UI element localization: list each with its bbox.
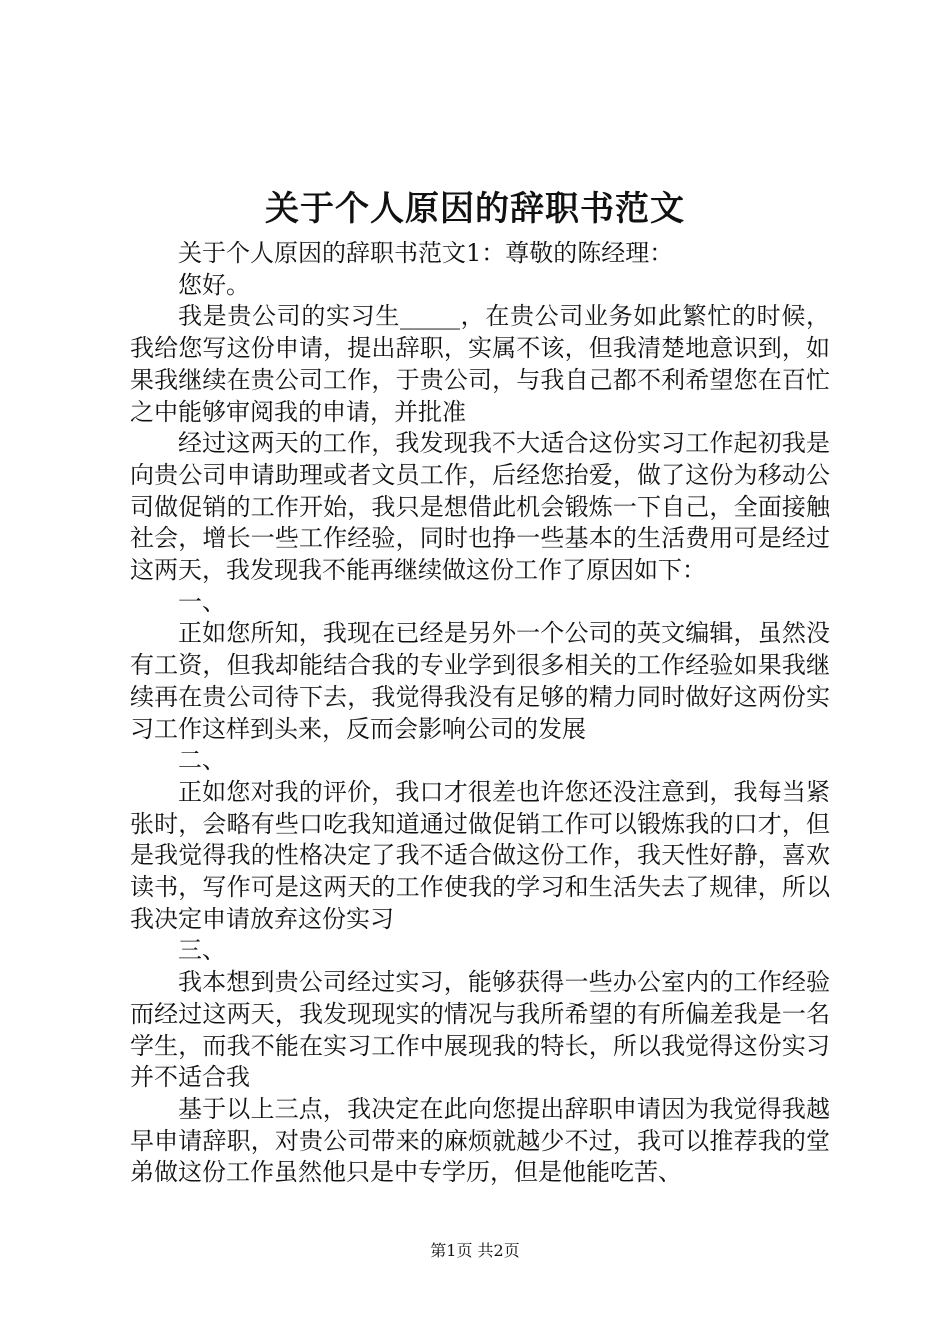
paragraph-reason-2: 正如您对我的评价，我口才很差也许您还没注意到，我每当紧张时，会略有些口吃我知道通过做促销工作可以锻炼我的口才，但是我觉得我的性格决定了我不适合做这份工作，我天性好静，喜欢读书，写作可是这两天的工作使我的学习和生活失去了规律，所以我决定申请放弃这份实习 — [130, 777, 830, 933]
section-heading-3: 三、 — [178, 936, 226, 965]
section-heading-1: 一、 — [178, 587, 226, 616]
document-title: 关于个人原因的辞职书范文 — [265, 189, 685, 229]
paragraph-conclusion: 基于以上三点，我决定在此向您提出辞职申请因为我觉得我越早申请辞职，对贵公司带来的麻烦就越少不过，我可以推荐我的堂弟做这份工作虽然他只是中专学历，但是他能吃苦、 — [130, 1094, 830, 1187]
document-body — [130, 238, 830, 1189]
paragraph-intro: 我是贵公司的实习生_____，在贵公司业务如此繁忙的时候，我给您写这份申请，提出辞职，实属不该，但我清楚地意识到，如果我继续在贵公司工作，于贵公司，与我自己都不利希望您在百忙之中能够审阅我的申请，并批准 — [130, 302, 830, 426]
paragraph-reason-3: 我本想到贵公司经过实习，能够获得一些办公室内的工作经验而经过这两天，我发现现实的情况与我所希望的有所偏差我是一名学生，而我不能在实习工作中展现我的特长，所以我觉得这份实习并不适合我 — [130, 968, 830, 1092]
paragraph-salutation: 您好。 — [178, 270, 250, 299]
paragraph-greeting-line: 关于个人原因的辞职书范文1：尊敬的陈经理： — [178, 239, 674, 267]
paragraph-reason-1: 正如您所知，我现在已经是另外一个公司的英文编辑，虽然没有工资，但我却能结合我的专业学到很多相关的工作经验如果我继续再在贵公司待下去，我觉得我没有足够的精力同时做好这两份实习工作这样到头来，反而会影响公司的发展 — [130, 619, 830, 743]
page-number-footer: 第1页 共2页 — [430, 1241, 520, 1260]
paragraph-background: 经过这两天的工作，我发现我不大适合这份实习工作起初我是向贵公司申请助理或者文员工作，后经您抬爱，做了这份为移动公司做促销的工作开始，我只是想借此机会锻炼一下自己，全面接触社会，增长一些工作经验，同时也挣一些基本的生活费用可是经过这两天，我发现我不能再继续做这份工作了原因如下： — [130, 429, 830, 585]
section-heading-2: 二、 — [178, 746, 226, 775]
